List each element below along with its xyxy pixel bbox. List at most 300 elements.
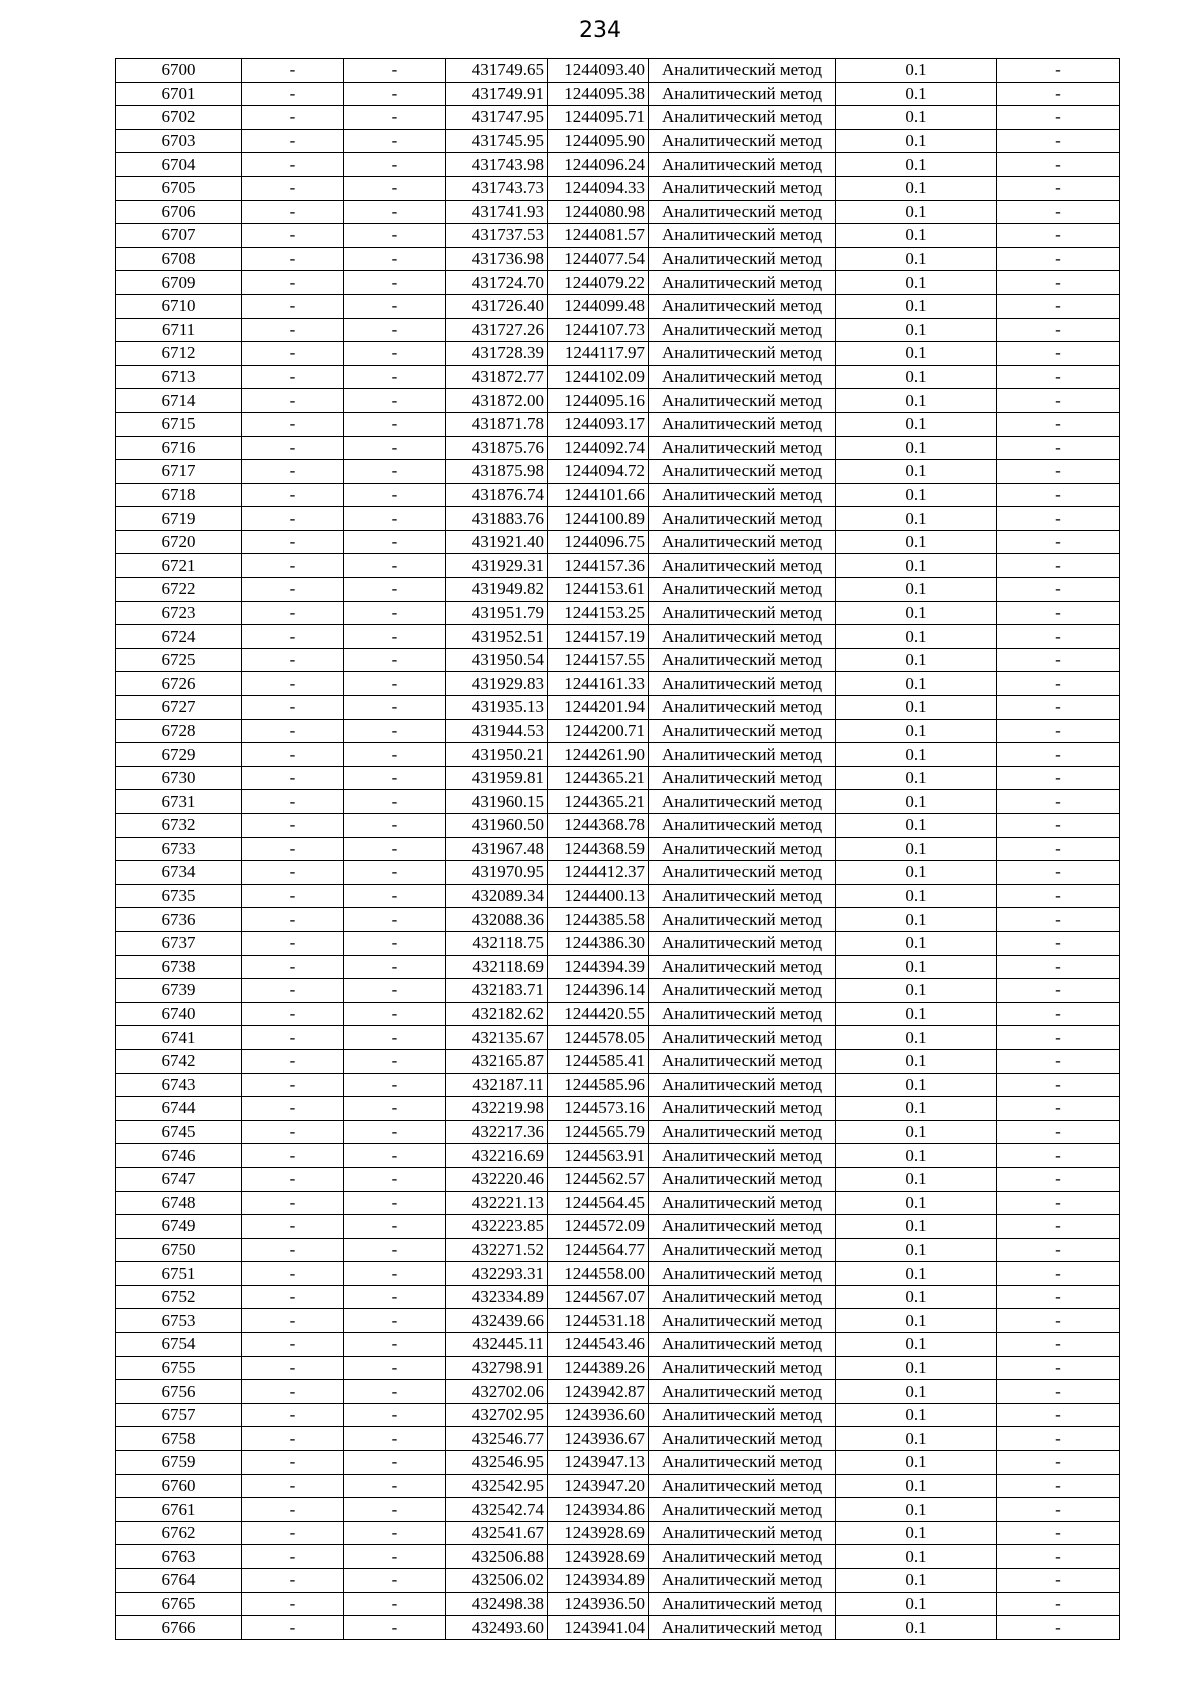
y-coordinate-cell: 1244564.77 xyxy=(548,1238,649,1262)
empty-cell-2: - xyxy=(344,1427,446,1451)
table-row xyxy=(116,1073,1120,1097)
x-coordinate-cell: 431875.98 xyxy=(446,460,548,484)
x-coordinate-cell: 432165.87 xyxy=(446,1049,548,1073)
empty-cell-1: - xyxy=(242,412,344,436)
table-row xyxy=(116,1167,1120,1191)
x-coordinate-cell: 432271.52 xyxy=(446,1238,548,1262)
empty-cell-2: - xyxy=(344,696,446,720)
page-number: 234 xyxy=(579,18,621,43)
x-coordinate-cell: 431921.40 xyxy=(446,530,548,554)
empty-cell-1: - xyxy=(242,224,344,248)
empty-cell-2: - xyxy=(344,1073,446,1097)
method-cell: Аналитический метод xyxy=(649,1238,836,1262)
point-number-cell: 6751 xyxy=(116,1262,242,1286)
empty-cell-3: - xyxy=(997,342,1120,366)
table-row xyxy=(116,318,1120,342)
method-cell: Аналитический метод xyxy=(649,365,836,389)
method-cell: Аналитический метод xyxy=(649,1545,836,1569)
empty-cell-3: - xyxy=(997,460,1120,484)
empty-cell-1: - xyxy=(242,483,344,507)
table-row xyxy=(116,1380,1120,1404)
empty-cell-2: - xyxy=(344,672,446,696)
x-coordinate-cell: 432089.34 xyxy=(446,884,548,908)
table-row xyxy=(116,790,1120,814)
table-row xyxy=(116,1521,1120,1545)
empty-cell-3: - xyxy=(997,1002,1120,1026)
empty-cell-2: - xyxy=(344,59,446,83)
table-row xyxy=(116,1616,1120,1640)
x-coordinate-cell: 432187.11 xyxy=(446,1073,548,1097)
method-cell: Аналитический метод xyxy=(649,82,836,106)
y-coordinate-cell: 1244531.18 xyxy=(548,1309,649,1333)
point-number-cell: 6719 xyxy=(116,507,242,531)
x-coordinate-cell: 431724.70 xyxy=(446,271,548,295)
method-cell: Аналитический метод xyxy=(649,153,836,177)
empty-cell-3: - xyxy=(997,743,1120,767)
accuracy-cell: 0.1 xyxy=(836,601,997,625)
empty-cell-1: - xyxy=(242,1333,344,1357)
x-coordinate-cell: 431741.93 xyxy=(446,200,548,224)
point-number-cell: 6741 xyxy=(116,1026,242,1050)
empty-cell-3: - xyxy=(997,129,1120,153)
empty-cell-3: - xyxy=(997,554,1120,578)
empty-cell-2: - xyxy=(344,129,446,153)
point-number-cell: 6746 xyxy=(116,1144,242,1168)
table-row xyxy=(116,129,1120,153)
y-coordinate-cell: 1244420.55 xyxy=(548,1002,649,1026)
empty-cell-2: - xyxy=(344,1144,446,1168)
method-cell: Аналитический метод xyxy=(649,1002,836,1026)
empty-cell-3: - xyxy=(997,1073,1120,1097)
accuracy-cell: 0.1 xyxy=(836,766,997,790)
empty-cell-1: - xyxy=(242,1569,344,1593)
x-coordinate-cell: 431743.73 xyxy=(446,176,548,200)
table-row xyxy=(116,1333,1120,1357)
table-row xyxy=(116,365,1120,389)
table-row xyxy=(116,625,1120,649)
accuracy-cell: 0.1 xyxy=(836,1049,997,1073)
point-number-cell: 6739 xyxy=(116,979,242,1003)
empty-cell-1: - xyxy=(242,1073,344,1097)
table-row xyxy=(116,1097,1120,1121)
empty-cell-1: - xyxy=(242,1144,344,1168)
accuracy-cell: 0.1 xyxy=(836,200,997,224)
empty-cell-3: - xyxy=(997,436,1120,460)
accuracy-cell: 0.1 xyxy=(836,979,997,1003)
x-coordinate-cell: 432216.69 xyxy=(446,1144,548,1168)
empty-cell-1: - xyxy=(242,176,344,200)
table-row xyxy=(116,82,1120,106)
table-row xyxy=(116,1403,1120,1427)
table-row xyxy=(116,1427,1120,1451)
empty-cell-3: - xyxy=(997,412,1120,436)
point-number-cell: 6708 xyxy=(116,247,242,271)
point-number-cell: 6710 xyxy=(116,294,242,318)
accuracy-cell: 0.1 xyxy=(836,1616,997,1640)
method-cell: Аналитический метод xyxy=(649,483,836,507)
empty-cell-2: - xyxy=(344,790,446,814)
method-cell: Аналитический метод xyxy=(649,412,836,436)
x-coordinate-cell: 431728.39 xyxy=(446,342,548,366)
point-number-cell: 6740 xyxy=(116,1002,242,1026)
table-row xyxy=(116,460,1120,484)
x-coordinate-cell: 432493.60 xyxy=(446,1616,548,1640)
accuracy-cell: 0.1 xyxy=(836,389,997,413)
empty-cell-3: - xyxy=(997,200,1120,224)
x-coordinate-cell: 431726.40 xyxy=(446,294,548,318)
empty-cell-2: - xyxy=(344,578,446,602)
empty-cell-2: - xyxy=(344,719,446,743)
point-number-cell: 6723 xyxy=(116,601,242,625)
x-coordinate-cell: 432439.66 xyxy=(446,1309,548,1333)
y-coordinate-cell: 1243928.69 xyxy=(548,1545,649,1569)
empty-cell-1: - xyxy=(242,1451,344,1475)
point-number-cell: 6752 xyxy=(116,1285,242,1309)
point-number-cell: 6761 xyxy=(116,1498,242,1522)
empty-cell-3: - xyxy=(997,1309,1120,1333)
table-row xyxy=(116,483,1120,507)
empty-cell-2: - xyxy=(344,412,446,436)
empty-cell-2: - xyxy=(344,1569,446,1593)
table-row xyxy=(116,1238,1120,1262)
method-cell: Аналитический метод xyxy=(649,507,836,531)
accuracy-cell: 0.1 xyxy=(836,1356,997,1380)
x-coordinate-cell: 432223.85 xyxy=(446,1215,548,1239)
y-coordinate-cell: 1244573.16 xyxy=(548,1097,649,1121)
accuracy-cell: 0.1 xyxy=(836,412,997,436)
point-number-cell: 6755 xyxy=(116,1356,242,1380)
y-coordinate-cell: 1244093.40 xyxy=(548,59,649,83)
x-coordinate-cell: 431736.98 xyxy=(446,247,548,271)
empty-cell-3: - xyxy=(997,1498,1120,1522)
y-coordinate-cell: 1243934.89 xyxy=(548,1569,649,1593)
accuracy-cell: 0.1 xyxy=(836,530,997,554)
empty-cell-1: - xyxy=(242,318,344,342)
method-cell: Аналитический метод xyxy=(649,696,836,720)
empty-cell-3: - xyxy=(997,908,1120,932)
y-coordinate-cell: 1243941.04 xyxy=(548,1616,649,1640)
empty-cell-2: - xyxy=(344,460,446,484)
table-row xyxy=(116,1120,1120,1144)
accuracy-cell: 0.1 xyxy=(836,1333,997,1357)
point-number-cell: 6724 xyxy=(116,625,242,649)
point-number-cell: 6706 xyxy=(116,200,242,224)
x-coordinate-cell: 431872.77 xyxy=(446,365,548,389)
accuracy-cell: 0.1 xyxy=(836,224,997,248)
empty-cell-3: - xyxy=(997,955,1120,979)
point-number-cell: 6713 xyxy=(116,365,242,389)
accuracy-cell: 0.1 xyxy=(836,1285,997,1309)
method-cell: Аналитический метод xyxy=(649,530,836,554)
point-number-cell: 6700 xyxy=(116,59,242,83)
y-coordinate-cell: 1244385.58 xyxy=(548,908,649,932)
empty-cell-1: - xyxy=(242,1616,344,1640)
empty-cell-2: - xyxy=(344,1285,446,1309)
empty-cell-3: - xyxy=(997,1521,1120,1545)
empty-cell-2: - xyxy=(344,861,446,885)
empty-cell-2: - xyxy=(344,106,446,130)
empty-cell-1: - xyxy=(242,271,344,295)
point-number-cell: 6703 xyxy=(116,129,242,153)
method-cell: Аналитический метод xyxy=(649,1191,836,1215)
y-coordinate-cell: 1244095.71 xyxy=(548,106,649,130)
table-row xyxy=(116,1144,1120,1168)
table-row xyxy=(116,59,1120,83)
x-coordinate-cell: 432135.67 xyxy=(446,1026,548,1050)
table-row xyxy=(116,294,1120,318)
y-coordinate-cell: 1244565.79 xyxy=(548,1120,649,1144)
empty-cell-2: - xyxy=(344,200,446,224)
point-number-cell: 6717 xyxy=(116,460,242,484)
empty-cell-1: - xyxy=(242,931,344,955)
empty-cell-1: - xyxy=(242,507,344,531)
table-row xyxy=(116,1285,1120,1309)
y-coordinate-cell: 1244100.89 xyxy=(548,507,649,531)
accuracy-cell: 0.1 xyxy=(836,814,997,838)
empty-cell-3: - xyxy=(997,1167,1120,1191)
empty-cell-2: - xyxy=(344,1191,446,1215)
point-number-cell: 6742 xyxy=(116,1049,242,1073)
table-row xyxy=(116,1498,1120,1522)
y-coordinate-cell: 1244563.91 xyxy=(548,1144,649,1168)
table-row xyxy=(116,153,1120,177)
x-coordinate-cell: 432702.06 xyxy=(446,1380,548,1404)
empty-cell-3: - xyxy=(997,1238,1120,1262)
point-number-cell: 6725 xyxy=(116,648,242,672)
method-cell: Аналитический метод xyxy=(649,1073,836,1097)
y-coordinate-cell: 1244102.09 xyxy=(548,365,649,389)
empty-cell-1: - xyxy=(242,1521,344,1545)
method-cell: Аналитический метод xyxy=(649,1309,836,1333)
y-coordinate-cell: 1244094.72 xyxy=(548,460,649,484)
empty-cell-1: - xyxy=(242,1097,344,1121)
empty-cell-2: - xyxy=(344,1333,446,1357)
accuracy-cell: 0.1 xyxy=(836,1521,997,1545)
y-coordinate-cell: 1244153.25 xyxy=(548,601,649,625)
empty-cell-3: - xyxy=(997,672,1120,696)
point-number-cell: 6730 xyxy=(116,766,242,790)
accuracy-cell: 0.1 xyxy=(836,672,997,696)
method-cell: Аналитический метод xyxy=(649,719,836,743)
x-coordinate-cell: 432183.71 xyxy=(446,979,548,1003)
accuracy-cell: 0.1 xyxy=(836,790,997,814)
y-coordinate-cell: 1244096.75 xyxy=(548,530,649,554)
x-coordinate-cell: 431950.21 xyxy=(446,743,548,767)
empty-cell-3: - xyxy=(997,153,1120,177)
point-number-cell: 6745 xyxy=(116,1120,242,1144)
y-coordinate-cell: 1244095.16 xyxy=(548,389,649,413)
table-row xyxy=(116,530,1120,554)
point-number-cell: 6736 xyxy=(116,908,242,932)
empty-cell-1: - xyxy=(242,460,344,484)
accuracy-cell: 0.1 xyxy=(836,743,997,767)
empty-cell-3: - xyxy=(997,224,1120,248)
table-row xyxy=(116,412,1120,436)
x-coordinate-cell: 431876.74 xyxy=(446,483,548,507)
method-cell: Аналитический метод xyxy=(649,1026,836,1050)
table-row xyxy=(116,507,1120,531)
point-number-cell: 6748 xyxy=(116,1191,242,1215)
method-cell: Аналитический метод xyxy=(649,1049,836,1073)
empty-cell-3: - xyxy=(997,1616,1120,1640)
empty-cell-3: - xyxy=(997,766,1120,790)
empty-cell-2: - xyxy=(344,1120,446,1144)
accuracy-cell: 0.1 xyxy=(836,483,997,507)
accuracy-cell: 0.1 xyxy=(836,294,997,318)
method-cell: Аналитический метод xyxy=(649,601,836,625)
accuracy-cell: 0.1 xyxy=(836,625,997,649)
table-row xyxy=(116,578,1120,602)
method-cell: Аналитический метод xyxy=(649,247,836,271)
y-coordinate-cell: 1244412.37 xyxy=(548,861,649,885)
table-row xyxy=(116,224,1120,248)
y-coordinate-cell: 1244080.98 xyxy=(548,200,649,224)
empty-cell-2: - xyxy=(344,814,446,838)
x-coordinate-cell: 432182.62 xyxy=(446,1002,548,1026)
accuracy-cell: 0.1 xyxy=(836,1073,997,1097)
empty-cell-1: - xyxy=(242,1498,344,1522)
y-coordinate-cell: 1244201.94 xyxy=(548,696,649,720)
empty-cell-2: - xyxy=(344,342,446,366)
x-coordinate-cell: 432798.91 xyxy=(446,1356,548,1380)
empty-cell-1: - xyxy=(242,1474,344,1498)
point-number-cell: 6727 xyxy=(116,696,242,720)
accuracy-cell: 0.1 xyxy=(836,318,997,342)
accuracy-cell: 0.1 xyxy=(836,271,997,295)
empty-cell-1: - xyxy=(242,1427,344,1451)
method-cell: Аналитический метод xyxy=(649,1215,836,1239)
accuracy-cell: 0.1 xyxy=(836,1309,997,1333)
empty-cell-2: - xyxy=(344,1167,446,1191)
x-coordinate-cell: 431960.50 xyxy=(446,814,548,838)
point-number-cell: 6756 xyxy=(116,1380,242,1404)
accuracy-cell: 0.1 xyxy=(836,1451,997,1475)
accuracy-cell: 0.1 xyxy=(836,153,997,177)
empty-cell-1: - xyxy=(242,436,344,460)
empty-cell-1: - xyxy=(242,1002,344,1026)
point-number-cell: 6762 xyxy=(116,1521,242,1545)
accuracy-cell: 0.1 xyxy=(836,1592,997,1616)
x-coordinate-cell: 431737.53 xyxy=(446,224,548,248)
empty-cell-1: - xyxy=(242,389,344,413)
empty-cell-3: - xyxy=(997,176,1120,200)
empty-cell-2: - xyxy=(344,766,446,790)
table-row xyxy=(116,837,1120,861)
point-number-cell: 6718 xyxy=(116,483,242,507)
empty-cell-3: - xyxy=(997,1474,1120,1498)
x-coordinate-cell: 431745.95 xyxy=(446,129,548,153)
empty-cell-3: - xyxy=(997,790,1120,814)
point-number-cell: 6711 xyxy=(116,318,242,342)
empty-cell-2: - xyxy=(344,1592,446,1616)
accuracy-cell: 0.1 xyxy=(836,931,997,955)
empty-cell-2: - xyxy=(344,176,446,200)
empty-cell-3: - xyxy=(997,1592,1120,1616)
table-row xyxy=(116,436,1120,460)
y-coordinate-cell: 1244386.30 xyxy=(548,931,649,955)
empty-cell-2: - xyxy=(344,1097,446,1121)
method-cell: Аналитический метод xyxy=(649,1380,836,1404)
y-coordinate-cell: 1244157.36 xyxy=(548,554,649,578)
method-cell: Аналитический метод xyxy=(649,271,836,295)
method-cell: Аналитический метод xyxy=(649,1356,836,1380)
y-coordinate-cell: 1243942.87 xyxy=(548,1380,649,1404)
empty-cell-2: - xyxy=(344,318,446,342)
empty-cell-3: - xyxy=(997,294,1120,318)
x-coordinate-cell: 431944.53 xyxy=(446,719,548,743)
empty-cell-2: - xyxy=(344,271,446,295)
accuracy-cell: 0.1 xyxy=(836,1215,997,1239)
y-coordinate-cell: 1244095.90 xyxy=(548,129,649,153)
y-coordinate-cell: 1244572.09 xyxy=(548,1215,649,1239)
empty-cell-2: - xyxy=(344,955,446,979)
table-row xyxy=(116,1474,1120,1498)
point-number-cell: 6712 xyxy=(116,342,242,366)
method-cell: Аналитический метод xyxy=(649,625,836,649)
empty-cell-3: - xyxy=(997,1545,1120,1569)
empty-cell-2: - xyxy=(344,1215,446,1239)
empty-cell-3: - xyxy=(997,1120,1120,1144)
empty-cell-2: - xyxy=(344,365,446,389)
method-cell: Аналитический метод xyxy=(649,790,836,814)
table-row xyxy=(116,766,1120,790)
method-cell: Аналитический метод xyxy=(649,294,836,318)
table-row xyxy=(116,814,1120,838)
empty-cell-2: - xyxy=(344,1498,446,1522)
empty-cell-3: - xyxy=(997,59,1120,83)
point-number-cell: 6733 xyxy=(116,837,242,861)
y-coordinate-cell: 1244564.45 xyxy=(548,1191,649,1215)
accuracy-cell: 0.1 xyxy=(836,554,997,578)
empty-cell-1: - xyxy=(242,1403,344,1427)
empty-cell-1: - xyxy=(242,1309,344,1333)
y-coordinate-cell: 1244368.59 xyxy=(548,837,649,861)
accuracy-cell: 0.1 xyxy=(836,460,997,484)
empty-cell-1: - xyxy=(242,601,344,625)
x-coordinate-cell: 432334.89 xyxy=(446,1285,548,1309)
method-cell: Аналитический метод xyxy=(649,1262,836,1286)
y-coordinate-cell: 1243936.67 xyxy=(548,1427,649,1451)
accuracy-cell: 0.1 xyxy=(836,342,997,366)
empty-cell-2: - xyxy=(344,1403,446,1427)
method-cell: Аналитический метод xyxy=(649,1451,836,1475)
y-coordinate-cell: 1244092.74 xyxy=(548,436,649,460)
empty-cell-2: - xyxy=(344,743,446,767)
method-cell: Аналитический метод xyxy=(649,1120,836,1144)
x-coordinate-cell: 432542.74 xyxy=(446,1498,548,1522)
empty-cell-2: - xyxy=(344,1521,446,1545)
point-number-cell: 6749 xyxy=(116,1215,242,1239)
x-coordinate-cell: 432506.02 xyxy=(446,1569,548,1593)
empty-cell-3: - xyxy=(997,861,1120,885)
table-row xyxy=(116,389,1120,413)
method-cell: Аналитический метод xyxy=(649,861,836,885)
point-number-cell: 6709 xyxy=(116,271,242,295)
empty-cell-1: - xyxy=(242,1356,344,1380)
empty-cell-2: - xyxy=(344,153,446,177)
x-coordinate-cell: 432220.46 xyxy=(446,1167,548,1191)
empty-cell-1: - xyxy=(242,884,344,908)
empty-cell-2: - xyxy=(344,908,446,932)
point-number-cell: 6704 xyxy=(116,153,242,177)
x-coordinate-cell: 431727.26 xyxy=(446,318,548,342)
x-coordinate-cell: 432088.36 xyxy=(446,908,548,932)
method-cell: Аналитический метод xyxy=(649,1498,836,1522)
x-coordinate-cell: 432498.38 xyxy=(446,1592,548,1616)
method-cell: Аналитический метод xyxy=(649,1569,836,1593)
point-number-cell: 6737 xyxy=(116,931,242,955)
point-number-cell: 6726 xyxy=(116,672,242,696)
